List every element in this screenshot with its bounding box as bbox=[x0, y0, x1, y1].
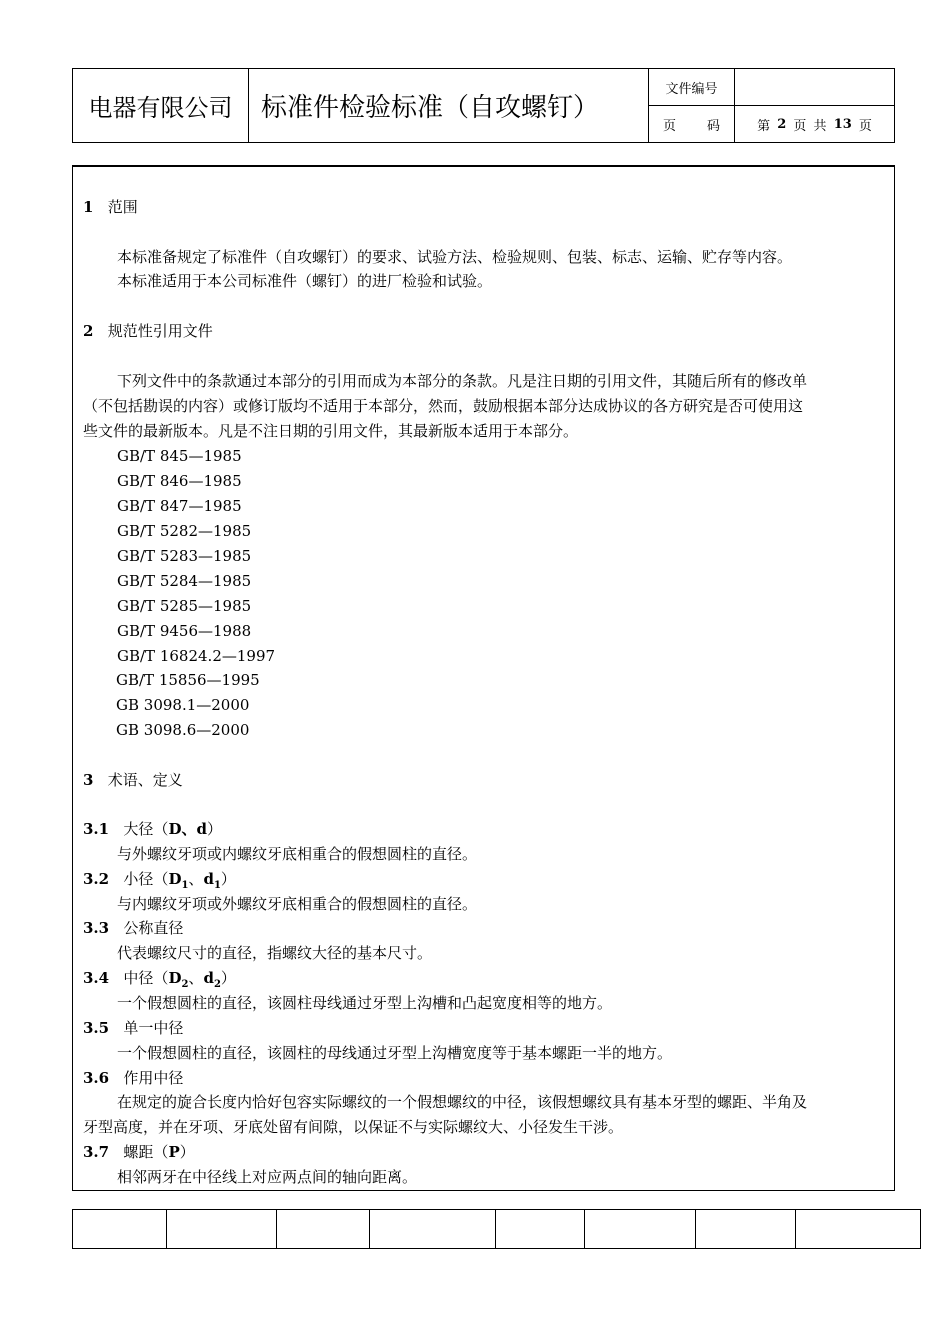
paragraph: （不包括勘误的内容）或修订版均不适用于本部分，然而，鼓励根据本部分达成协议的各方研究是否可使用这 bbox=[83, 397, 804, 415]
footer-cell bbox=[496, 1210, 585, 1248]
page-prefix: 第 bbox=[757, 118, 771, 134]
footer-table bbox=[72, 1209, 921, 1249]
doc-number-value bbox=[735, 69, 894, 106]
section-title: 范围 bbox=[107, 198, 138, 216]
term-definition: 在规定的旋合长度内恰好包容实际螺纹的一个假想螺纹的中径，该假想螺纹具有基本牙型的螺距、半角及 bbox=[117, 1093, 808, 1111]
reference-item: GB/T 5282—1985 bbox=[117, 522, 252, 540]
term-definition: 一个假想圆柱的直径，该圆柱的母线通过牙型上沟槽宽度等于基本螺距一半的地方。 bbox=[117, 1044, 673, 1062]
section-1-heading bbox=[83, 197, 138, 217]
paragraph: 下列文件中的条款通过本部分的引用而成为本部分的条款。凡是注日期的引用文件，其随后所有的修改单 bbox=[117, 372, 808, 390]
content-frame bbox=[72, 167, 895, 1191]
term-symbol: D bbox=[168, 870, 182, 888]
section-number: 2 bbox=[83, 322, 94, 340]
reference-item: GB 3098.1—2000 bbox=[116, 696, 250, 714]
footer-cell bbox=[796, 1210, 920, 1248]
document-title: 标准件检验标准（自攻螺钉） bbox=[249, 69, 649, 142]
term-subscript: 1 bbox=[181, 880, 189, 891]
page-mid: 页 共 bbox=[793, 118, 827, 134]
company-name: 电器有限公司 bbox=[73, 69, 249, 142]
term-separator: 、 bbox=[188, 969, 204, 987]
term-number: 3.6 bbox=[83, 1069, 110, 1087]
footer-cell bbox=[277, 1210, 370, 1248]
reference-item: GB/T 845—1985 bbox=[117, 447, 242, 465]
page-current: 2 bbox=[777, 116, 787, 132]
term-title: 作用中径 bbox=[123, 1069, 184, 1087]
term-title: 螺距（ bbox=[123, 1143, 169, 1161]
term-3-3-heading bbox=[83, 918, 183, 938]
term-title: 中径（ bbox=[123, 969, 169, 987]
term-title: 单一中径 bbox=[123, 1019, 184, 1037]
term-number: 3.5 bbox=[83, 1019, 110, 1037]
term-subscript: 1 bbox=[213, 880, 221, 891]
term-3-4-heading bbox=[83, 968, 236, 991]
term-definition: 一个假想圆柱的直径，该圆柱母线通过牙型上沟槽和凸起宽度相等的地方。 bbox=[117, 994, 613, 1012]
section-3-heading bbox=[83, 770, 183, 790]
term-3-1-heading bbox=[83, 819, 222, 839]
footer-cell bbox=[585, 1210, 696, 1248]
term-3-6-heading bbox=[83, 1068, 183, 1088]
section-2-heading bbox=[83, 321, 213, 341]
reference-item: GB/T 846—1985 bbox=[117, 472, 242, 490]
reference-item: GB/T 5284—1985 bbox=[117, 572, 252, 590]
term-3-7-heading bbox=[83, 1142, 195, 1162]
term-separator: 、 bbox=[188, 870, 204, 888]
page-suffix: 页 bbox=[858, 118, 872, 134]
term-definition: 代表螺纹尺寸的直径，指螺纹大径的基本尺寸。 bbox=[117, 944, 433, 962]
term-number: 3.4 bbox=[83, 969, 110, 987]
term-number: 3.3 bbox=[83, 919, 110, 937]
term-title: 大径（ bbox=[123, 820, 169, 838]
header-table bbox=[72, 68, 895, 143]
term-definition: 与外螺纹牙项或内螺纹牙底相重合的假想圆柱的直径。 bbox=[117, 845, 478, 863]
term-symbol: D、d bbox=[168, 820, 207, 838]
reference-item: GB/T 16824.2—1997 bbox=[117, 647, 276, 665]
page-label bbox=[649, 106, 735, 142]
term-definition: 相邻两牙在中径线上对应两点间的轴向距离。 bbox=[117, 1168, 418, 1186]
section-title: 规范性引用文件 bbox=[107, 322, 213, 340]
term-symbol: D bbox=[168, 969, 182, 987]
section-number: 3 bbox=[83, 771, 94, 789]
term-subscript: 2 bbox=[181, 979, 189, 990]
term-definition: 牙型高度，并在牙项、牙底处留有间隙，以保证不与实际螺纹大、小径发生干涉。 bbox=[83, 1118, 624, 1136]
term-subscript: 2 bbox=[213, 979, 221, 990]
paragraph: 本标准备规定了标准件（自攻螺钉）的要求、试验方法、检验规则、包装、标志、运输、贮存等内容。 bbox=[117, 248, 793, 266]
term-close: ） bbox=[179, 1143, 195, 1161]
page-label-char-1: 页 bbox=[663, 118, 677, 134]
term-title: 小径（ bbox=[123, 870, 169, 888]
term-symbol: d bbox=[203, 870, 214, 888]
term-number: 3.7 bbox=[83, 1143, 110, 1161]
reference-item: GB/T 5285—1985 bbox=[117, 597, 252, 615]
term-close: ） bbox=[220, 870, 236, 888]
term-3-5-heading bbox=[83, 1018, 183, 1038]
section-title: 术语、定义 bbox=[107, 771, 183, 789]
paragraph: 些文件的最新版本。凡是不注日期的引用文件，其最新版本适用于本部分。 bbox=[83, 422, 579, 440]
term-symbol: P bbox=[168, 1143, 180, 1161]
footer-cell bbox=[167, 1210, 277, 1248]
doc-number-label: 文件编号 bbox=[649, 69, 735, 106]
term-close: ） bbox=[220, 969, 236, 987]
term-close: ） bbox=[206, 820, 222, 838]
reference-item: GB/T 847—1985 bbox=[117, 497, 242, 515]
reference-item: GB/T 9456—1988 bbox=[117, 622, 252, 640]
footer-cell bbox=[696, 1210, 796, 1248]
term-number: 3.1 bbox=[83, 820, 110, 838]
reference-item: GB/T 5283—1985 bbox=[117, 547, 252, 565]
page-number bbox=[735, 106, 894, 142]
term-number: 3.2 bbox=[83, 870, 110, 888]
reference-item: GB/T 15856—1995 bbox=[116, 671, 260, 689]
page-label-char-2: 码 bbox=[706, 118, 720, 134]
term-title: 公称直径 bbox=[123, 919, 184, 937]
section-number: 1 bbox=[83, 198, 94, 216]
paragraph: 本标准适用于本公司标准件（螺钉）的进厂检验和试验。 bbox=[117, 272, 493, 290]
term-3-2-heading bbox=[83, 869, 236, 892]
footer-cell bbox=[73, 1210, 167, 1248]
term-definition: 与内螺纹牙项或外螺纹牙底相重合的假想圆柱的直径。 bbox=[117, 895, 478, 913]
footer-cell bbox=[370, 1210, 496, 1248]
term-symbol: d bbox=[203, 969, 214, 987]
reference-item: GB 3098.6—2000 bbox=[116, 721, 250, 739]
page-total: 13 bbox=[833, 116, 852, 132]
